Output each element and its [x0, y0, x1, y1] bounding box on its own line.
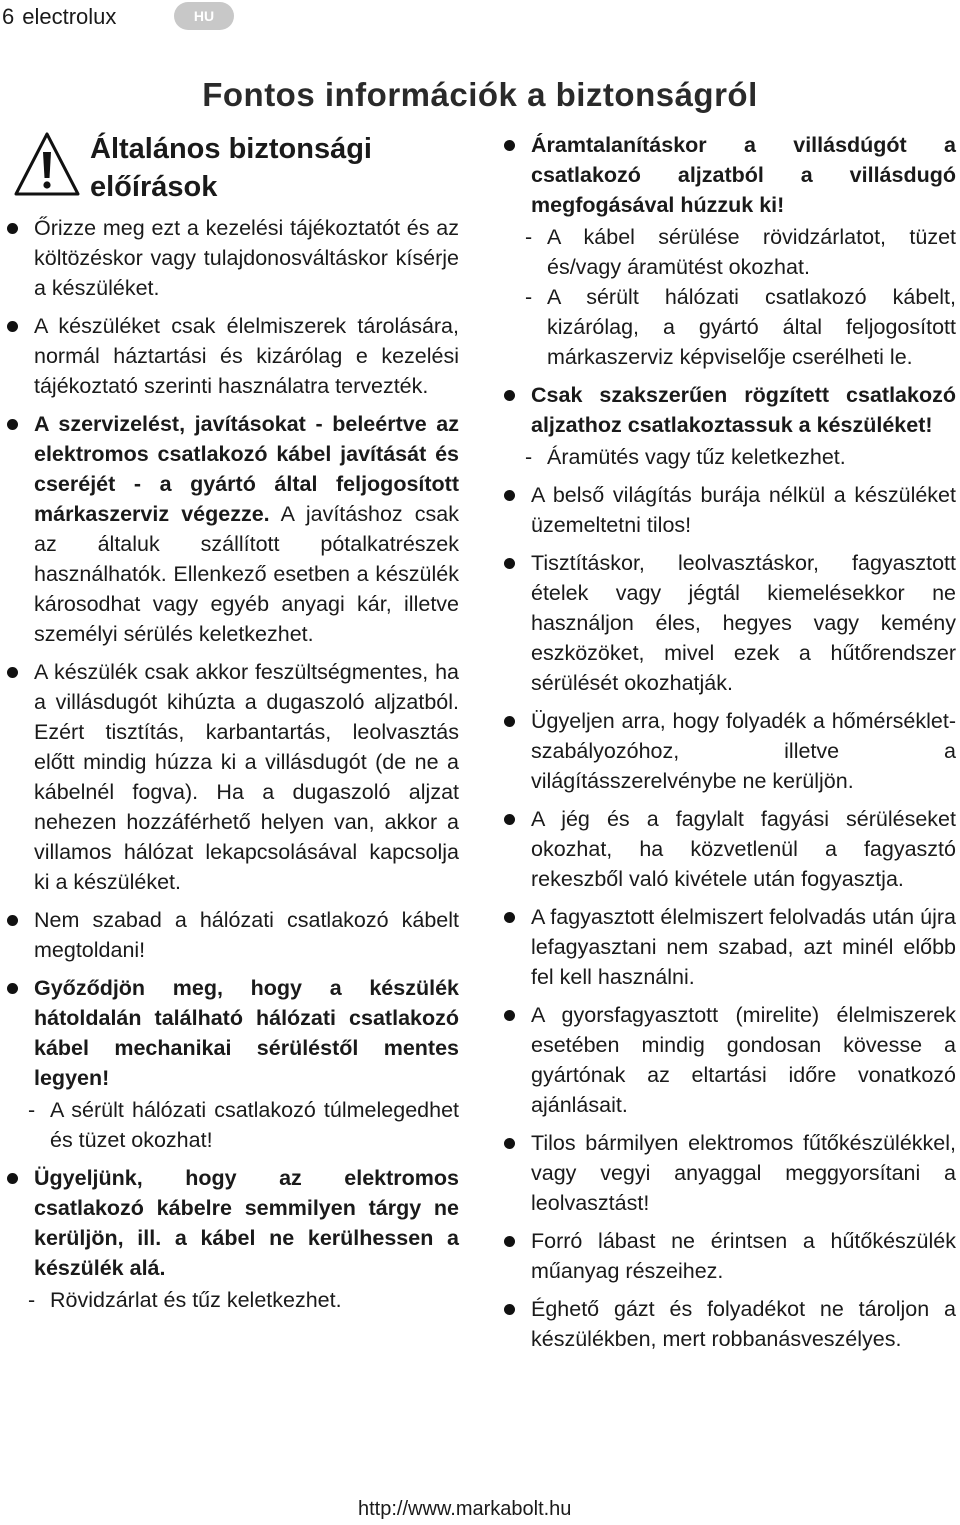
page-number: 6 [2, 4, 15, 29]
section-heading-line2: előírások [90, 171, 218, 203]
list-item: Ügyeljen arra, hogy folyadék a hőmérséklet-szabályozóhoz, illetve a világításszerelvénybe ne kerüljön. [531, 706, 956, 796]
bullet-icon [504, 390, 515, 401]
list-item: Nem szabad a hálózati csatlakozó kábelt megtoldani! [34, 905, 459, 965]
section-heading-line1: Általános biztonsági [90, 133, 372, 165]
list-item: Éghető gázt és folyadékot ne tároljon a készülékben, mert robbanásveszélyes. [531, 1294, 956, 1354]
left-column [28, 213, 459, 1323]
bullet-icon [504, 140, 515, 151]
list-item: A jég és a fagylalt fagyási sérüléseket okozhat, ha közvetlenül a fagyasztó rekeszből való kivétele után fogyasztja. [531, 804, 956, 894]
list-item: Csak szakszerűen rögzített csatlakozó aljzathoz csatlakoztassuk a készüléket! - Áramütés vagy tűz keletkezhet. [531, 380, 956, 472]
page-title: Fontos információk a biztonságról [202, 76, 758, 113]
list-item: Forró lábast ne érintsen a hűtőkészülék műanyag részeihez. [531, 1226, 956, 1286]
list-item: A készüléket csak élelmiszerek tárolására, normál háztartási és kizárólag e kezelési tájékoztató szerinti használatra tervezték. [34, 311, 459, 401]
list-item: A fagyasztott élelmiszert felolvadás után újra lefagyasztani nem szabad, azt minél előbb fel kell használni. [531, 902, 956, 992]
bullet-icon [504, 1236, 515, 1247]
bullet-icon [7, 983, 18, 994]
sub-item: - A kábel sérülése rövidzárlatot, tüzet és/vagy áramütést okozhat. [525, 225, 956, 279]
list-item: Tilos bármilyen elektromos fűtőkészülékkel, vagy vegyi anyaggal meggyorsítani a leolvasztást! [531, 1128, 956, 1218]
right-column [525, 130, 956, 1362]
list-item: Őrizze meg ezt a kezelési tájékoztatót és az költözéskor vagy tulajdonosváltáskor kísérje a készüléket. [34, 213, 459, 303]
bullet-icon [7, 321, 18, 332]
list-item: Ügyeljünk, hogy az elektromos csatlakozó kábelre semmilyen tárgy ne kerüljön, ill. a kábel ne kerülhessen a készülék alá. - Rövidzárlat és tűz keletkezhet. [34, 1163, 459, 1315]
bullet-icon [7, 667, 18, 678]
bullet-icon [7, 915, 18, 926]
sub-item: - Rövidzárlat és tűz keletkezhet. [28, 1288, 342, 1312]
bullet-icon [7, 419, 18, 430]
bullet-icon [504, 490, 515, 501]
footer-url[interactable]: http://www.markabolt.hu [358, 1498, 572, 1520]
sub-item: - A sérült hálózati csatlakozó túlmelegedhet és tüzet okozhat! [28, 1098, 459, 1152]
list-item: Győződjön meg, hogy a készülék hátoldalán található hálózati csatlakozó kábel mechanikai sérüléstől mentes legyen! - A sérült hálózati csatlakozó túlmelegedhet és tüzet okozhat! [34, 973, 459, 1155]
list-item: Tisztításkor, leolvasztáskor, fagyasztott ételek vagy jégtál kiemelésekkor ne használjon éles, hegyes vagy kemény eszközöket, mivel ezek a hűtőrendszer sérülését okozhatják. [531, 548, 956, 698]
sub-item: - Áramütés vagy tűz keletkezhet. [525, 445, 846, 469]
language-badge: HU [174, 2, 234, 30]
section-heading [90, 130, 372, 206]
list-item: A gyorsfagyasztott (mirelite) élelmiszerek esetében mindig gondosan kövesse a gyártónak az eltartási időre vonatkozó ajánlásait. [531, 1000, 956, 1120]
list-item: Áramtalanításkor a villásdúgót a csatlakozó aljzatból a villásdugó megfogásával húzzuk ki! - A kábel sérülése rövidzárlatot, tüzet és/vagy áramütést okozhat. - A sérült hálózati csatlakozó kábelt, kizárólag, a gyártó által feljogosított márkaszerviz képviselője cserélheti le. [531, 130, 956, 372]
list-item: A szervizelést, javításokat - beleértve az elektromos csatlakozó kábel javítását és cseréjét - a gyártó által feljogosított márkaszerviz végezze. A javításhoz csak az általuk szállított pótalkatrészek használhatók. Ellenkező esetben a készülék károsodhat vagy egyéb anyagi kár, illetve személyi sérülés keletkezhet. [34, 409, 459, 649]
bullet-icon [504, 1304, 515, 1315]
bullet-icon [7, 1173, 18, 1184]
bullet-icon [7, 223, 18, 234]
bullet-icon [504, 912, 515, 923]
bullet-icon [504, 814, 515, 825]
bullet-icon [504, 716, 515, 727]
sub-item: - A sérült hálózati csatlakozó kábelt, kizárólag, a gyártó által feljogosított márkaszerviz képviselője cserélheti le. [525, 285, 956, 369]
brand-name: electrolux [22, 4, 117, 29]
bullet-icon [504, 558, 515, 569]
warning-triangle-icon [12, 130, 82, 198]
bullet-icon [504, 1138, 515, 1149]
bullet-icon [504, 1010, 515, 1021]
page-header [0, 2, 116, 32]
list-item: A készülék csak akkor feszültségmentes, ha a villásdugót kihúzta a dugaszoló aljzatból. Ezért tisztítás, karbantartás, leolvasztás előtt mindig húzza ki a villásdugót (de ne a kábelnél fogva). Ha a dugaszoló aljzat nehezen hozzáférhető helyen van, akkor a villamos hálózat lekapcsolásával kapcsolja ki a készüléket. [34, 657, 459, 897]
list-item: A belső világítás burája nélkül a készüléket üzemeltetni tilos! [531, 480, 956, 540]
